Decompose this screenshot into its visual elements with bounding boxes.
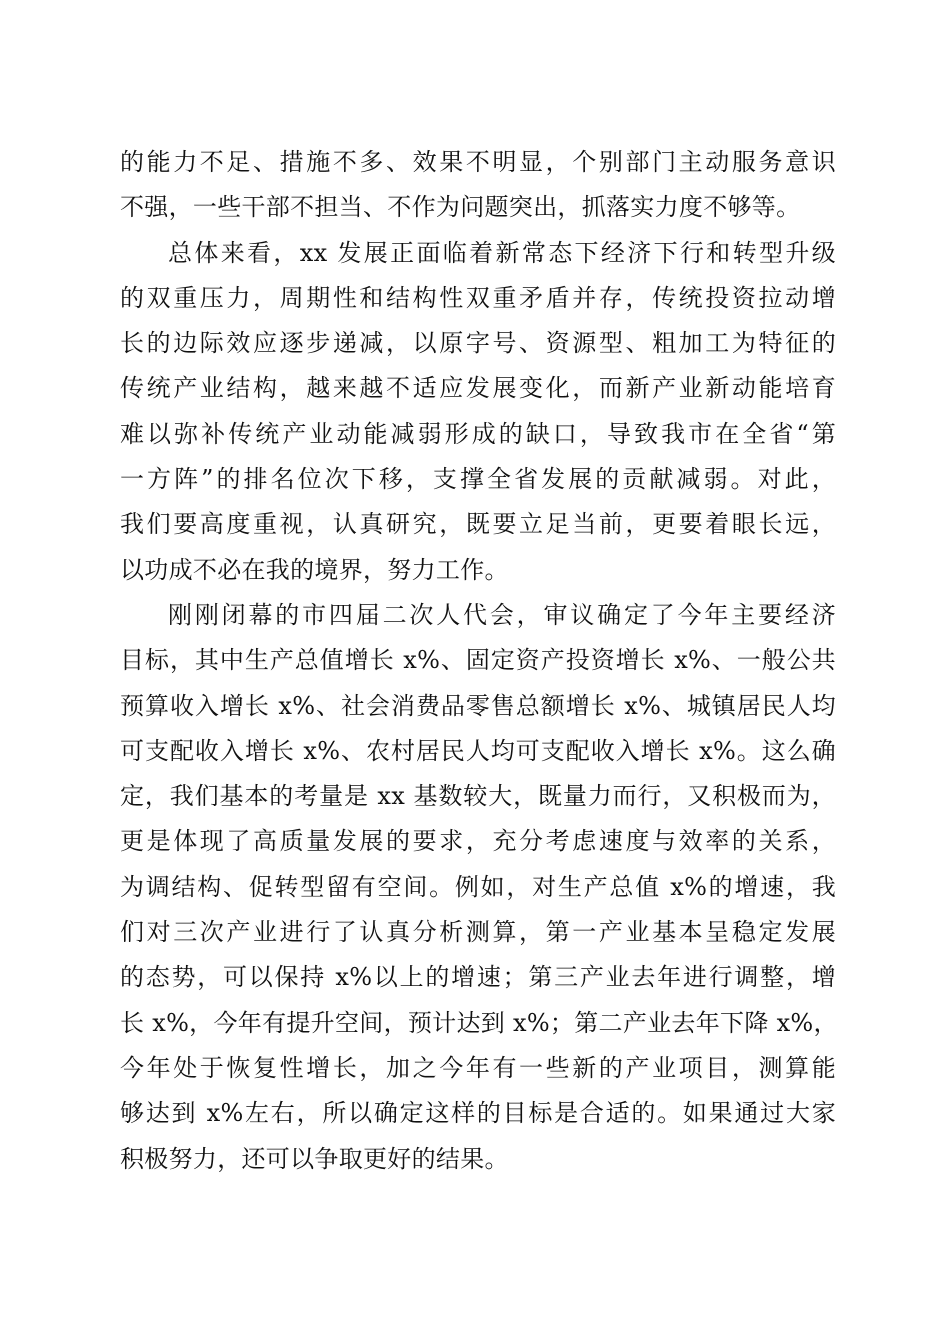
text-line: 长 x%，今年有提升空间，预计达到 x%；第二产业去年下降 x%，: [120, 1008, 838, 1037]
text-line: 长的边际效应逐步递减，以原字号、资源型、粗加工为特征的: [120, 329, 836, 358]
text-line: 不强，一些干部不担当、不作为问题突出，抓落实力度不够等。: [120, 193, 801, 222]
text-line: 的能力不足、措施不多、效果不明显，个别部门主动服务意识: [120, 148, 836, 176]
text-line: 我们要高度重视，认真研究，既要立足当前，更要着眼长远，: [120, 510, 836, 539]
body-text: [120, 140, 836, 1182]
paragraph-1: [120, 140, 836, 231]
text-line: 的态势，可以保持 x%以上的增速；第三产业去年进行调整，增: [120, 963, 836, 992]
paragraph-3: [120, 593, 836, 1182]
text-line: 更是体现了高质量发展的要求，充分考虑速度与效率的关系，: [120, 827, 836, 856]
paragraph-2: [120, 231, 836, 593]
text-line: 总体来看，xx 发展正面临着新常态下经济下行和转型升级: [168, 238, 836, 267]
text-line: 一方阵”的排名位次下移，支撑全省发展的贡献减弱。对此，: [120, 465, 836, 494]
text-line: 刚刚闭幕的市四届二次人代会，审议确定了今年主要经济: [168, 600, 836, 629]
text-line: 可支配收入增长 x%、农村居民人均可支配收入增长 x%。这么确: [120, 736, 836, 765]
text-line: 定，我们基本的考量是 xx 基数较大，既量力而行，又积极而为，: [120, 782, 836, 811]
text-line: 难以弥补传统产业动能减弱形成的缺口，导致我市在全省“第: [120, 419, 836, 448]
text-line: 目标，其中生产总值增长 x%、固定资产投资增长 x%、一般公共: [120, 646, 836, 675]
text-line: 积极努力，还可以争取更好的结果。: [120, 1144, 509, 1173]
text-line: 们对三次产业进行了认真分析测算，第一产业基本呈稳定发展: [120, 918, 836, 947]
text-line: 够达到 x%左右，所以确定这样的目标是合适的。如果通过大家: [120, 1099, 836, 1128]
text-line: 以功成不必在我的境界，努力工作。: [120, 555, 509, 584]
text-line: 预算收入增长 x%、社会消费品零售总额增长 x%、城镇居民人均: [120, 691, 836, 720]
text-line: 传统产业结构，越来越不适应发展变化，而新产业新动能培育: [120, 374, 836, 403]
text-line: 为调结构、促转型留有空间。例如，对生产总值 x%的增速，我: [120, 872, 836, 901]
text-line: 的双重压力，周期性和结构性双重矛盾并存，传统投资拉动增: [120, 283, 836, 312]
text-line: 今年处于恢复性增长，加之今年有一些新的产业项目，测算能: [120, 1053, 836, 1082]
